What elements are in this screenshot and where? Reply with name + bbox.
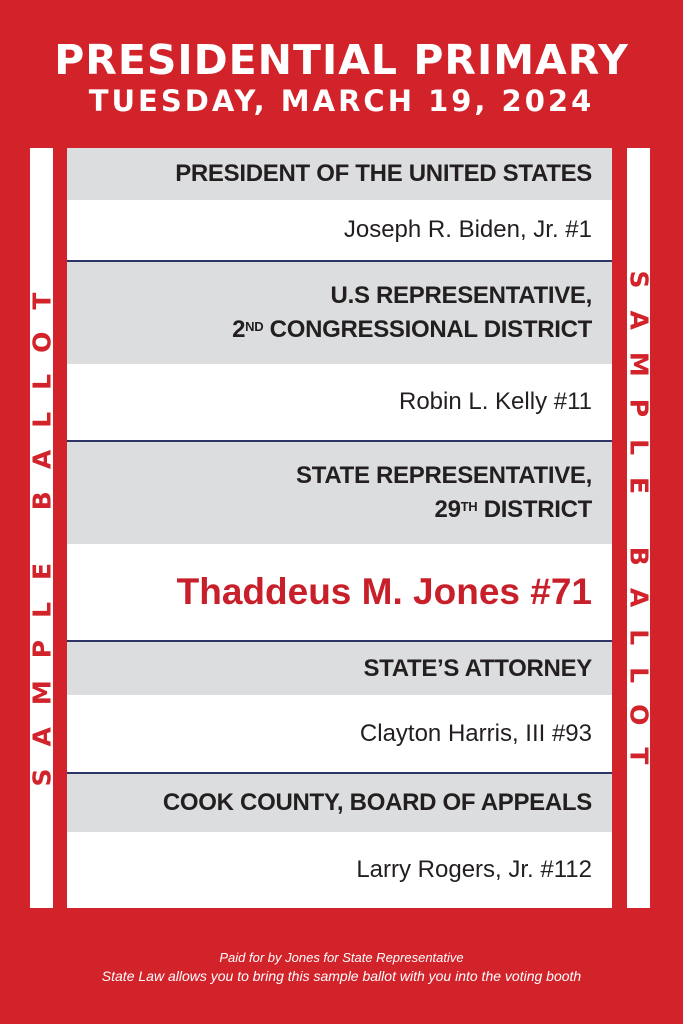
- title-line-2: TUESDAY, MARCH 19, 2024: [88, 84, 595, 118]
- candidate-name: Robin L. Kelly #11: [398, 388, 592, 415]
- office-title-line-2: 2ND CONGRESSIONAL DISTRICT: [232, 316, 592, 343]
- candidate-row: [67, 200, 612, 260]
- right-sample-ballot-text: SAMPLE BALLOT: [624, 270, 654, 786]
- candidate-row-highlighted: [67, 544, 612, 640]
- candidate-name: Thaddeus M. Jones #71: [176, 571, 592, 612]
- candidate-row: [67, 364, 612, 440]
- title-line-1: PRESIDENTIAL PRIMARY: [54, 36, 629, 84]
- office-header: [67, 642, 612, 695]
- right-sample-ballot-strip: [624, 148, 654, 908]
- office-title-line-1: U.S REPRESENTATIVE,: [330, 282, 592, 309]
- race-president: [67, 148, 612, 260]
- candidate-name: Larry Rogers, Jr. #112: [356, 856, 592, 883]
- office-header: [67, 262, 612, 364]
- candidate-row: [67, 832, 612, 908]
- paid-for-by-disclaimer: Paid for by Jones for State Representative: [219, 950, 464, 965]
- left-sample-ballot-strip: [27, 148, 57, 908]
- office-title: STATE’S ATTORNEY: [363, 654, 592, 682]
- race-state-representative: [67, 442, 612, 640]
- office-title-line-1: STATE REPRESENTATIVE,: [296, 462, 592, 489]
- office-title: PRESIDENT OF THE UNITED STATES: [175, 160, 592, 187]
- ballot-panel: [67, 148, 612, 908]
- candidate-name: Clayton Harris, III #93: [359, 719, 592, 747]
- office-header: [67, 442, 612, 544]
- left-sample-ballot-text: SAMPLE BALLOT: [27, 270, 57, 786]
- race-us-representative: [67, 262, 612, 440]
- race-states-attorney: [67, 642, 612, 772]
- race-board-of-appeals: [67, 774, 612, 908]
- office-title-line-2: 29TH DISTRICT: [434, 496, 592, 523]
- candidate-name: Joseph R. Biden, Jr. #1: [343, 216, 592, 243]
- office-header: [67, 774, 612, 832]
- office-header: [67, 148, 612, 200]
- candidate-row: [67, 695, 612, 772]
- voting-booth-notice: State Law allows you to bring this sample ballot with you into the voting booth: [101, 968, 582, 984]
- office-title: COOK COUNTY, BOARD OF APPEALS: [162, 789, 592, 816]
